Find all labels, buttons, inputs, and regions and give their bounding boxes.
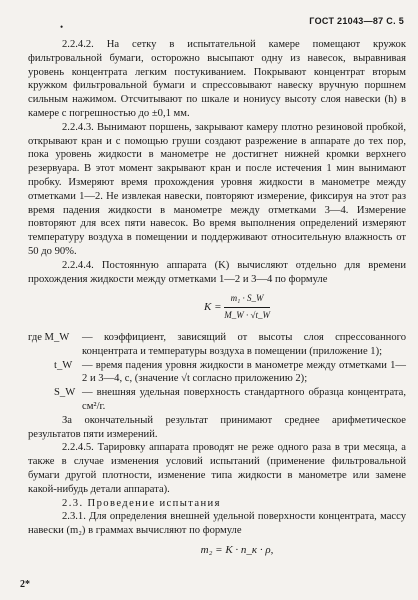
- formula-k-lhs: K =: [204, 301, 222, 314]
- page-dot: •: [60, 22, 64, 32]
- paragraph-2-2-4-4: 2.2.4.4. Постоянную аппарата (K) вычисляют отдельно для времени прохождения жидкости между отметками 1—2 и 3—4 по формуле: [28, 259, 406, 285]
- document-body: [28, 38, 406, 558]
- definition-tw: [28, 359, 406, 387]
- definition-text: — время падения уровня жидкости в манометре между отметками 1—2 и 3—4, с, (значение √t согласно приложению 2);: [82, 359, 406, 385]
- definition-symbol: S_W: [54, 387, 76, 399]
- paragraph-2-2-4-5: 2.2.4.5. Тарировку аппарата проводят не реже одного раза в три месяца, а также в случае изменения условий испытаний (применение фильтровальной бумаги другой плотности, изменение типа жидкости в манометре или замене какой-нибудь детали аппарата).: [28, 442, 406, 495]
- formula-k-denominator: M_W · √t_W: [224, 310, 270, 321]
- definition-symbol: где M_W: [28, 331, 70, 343]
- definitions-list: [28, 331, 406, 414]
- paragraph-2-2-4-2: 2.2.4.2. На сетку в испытательной камере помещают кружок фильтровальной бумаги, осторожно высыпают одну из навесок, выравнивая уровень концентрата легким постукиванием. Покрывают концентрат вторым кружком фильтровальной бумаги и спрессовывают навеску вручную поршнем сильным нажимом. Отсчитывают по шкале и нониусу высоту слоя навески (h) в камере с погрешностью до ±0,1 мм.: [28, 39, 406, 119]
- formula-k-numerator: m₁ · S_W: [224, 292, 270, 308]
- formula-k-fraction: [224, 292, 270, 323]
- page-header: ГОСТ 21043—87 С. 5: [309, 16, 404, 26]
- formula-k: [68, 292, 406, 323]
- definition-sw: [28, 386, 406, 414]
- formula-m2: m₂ = K · n_к · ρ,: [200, 543, 274, 556]
- definition-text: — коэффициент, зависящий от высоты слоя спрессованного концентрата и температуры воздуха в помещении (приложение 1);: [82, 331, 406, 357]
- definition-text: — внешняя удельная поверхность стандартного образца концентрата, см²/г.: [82, 387, 406, 412]
- paragraph-final-result: За окончательный результат принимают среднее арифметическое результатов пяти измерений.: [28, 414, 406, 440]
- page-mark: 2*: [20, 579, 30, 590]
- paragraph-2-2-4-3: 2.2.4.3. Вынимают поршень, закрывают камеру плотно резиновой пробкой, открывают кран и с помощью груши создают разрежение в аппарате до тех пор, пока уровень жидкости в манометре не достигнет нижней кромки верхнего резервуара. В этот момент закрывают кран и после истечения 1 мин вынимают пробку. Измеряют время прохождения уровня жидкости в манометре между отметками 1—2. Не извлекая навески, повторяют измерение, фиксируя на этот раз время падения жидкости в манометре между отметками 3—4. Измерение повторяют для всех пяти навесок. Во время выполнения определений измеряют температуру воздуха в помещении и поддерживают относительную влажность от 50 до 90%.: [28, 121, 406, 257]
- definition-symbol: t_W: [54, 359, 73, 371]
- paragraph-2-3-1: 2.3.1. Для определения внешней удельной поверхности концентрата, массу навески (m₂) в граммах вычисляют по формуле: [28, 511, 406, 537]
- definition-mw: [28, 331, 406, 359]
- section-heading: 2.3. Проведение испытания: [62, 497, 221, 509]
